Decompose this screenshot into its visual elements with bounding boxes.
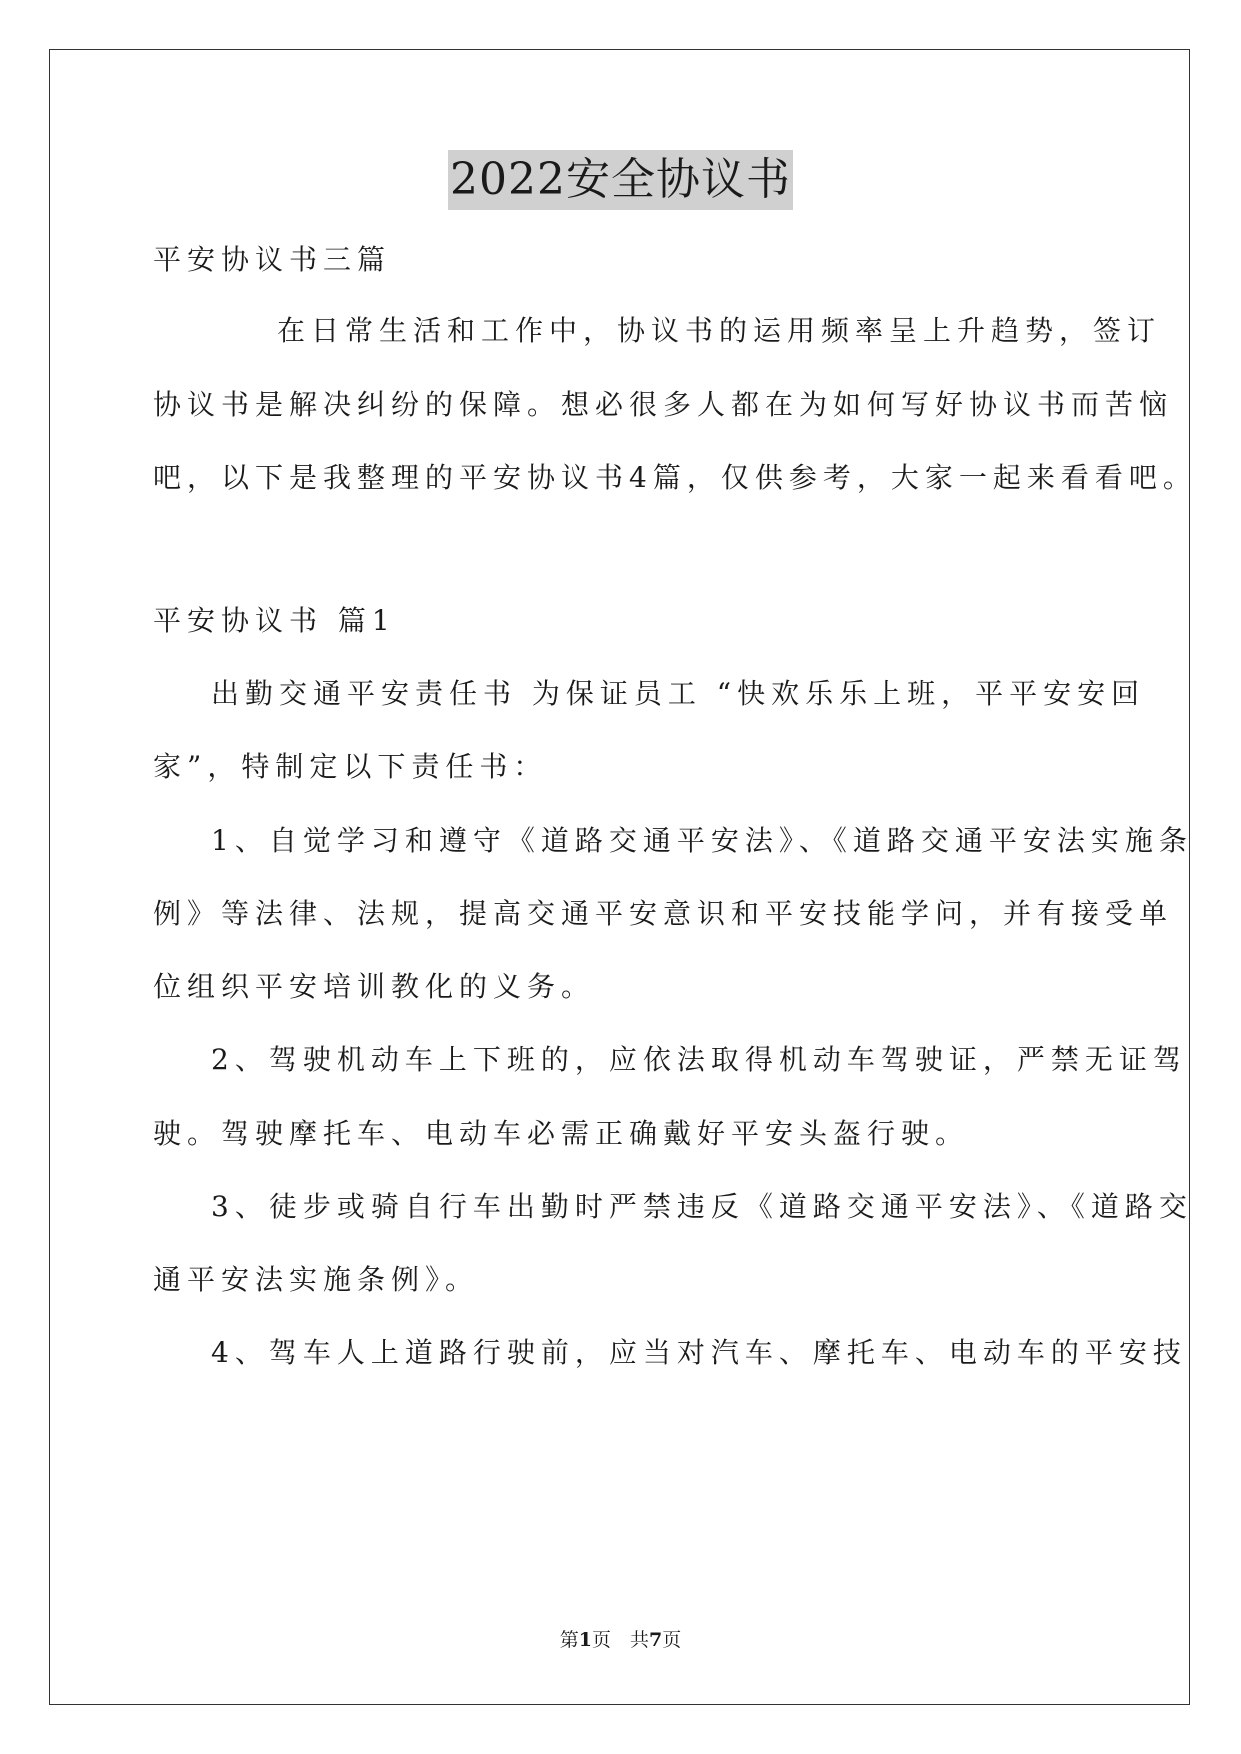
list-item-line: 驶。驾驶摩托车、电动车必需正确戴好平安头盔行驶。	[153, 1117, 970, 1150]
list-item-line: 通平安法实施条例》。	[153, 1263, 480, 1296]
list-item-line: 2、驾驶机动车上下班的，应依法取得机动车驾驶证，严禁无证驾	[177, 1043, 1187, 1076]
paragraph-line: 在日常生活和工作中，协议书的运用频率呈上升趋势，签订	[209, 314, 1162, 347]
list-item-line: 1、自觉学习和遵守《道路交通平安法》、《道路交通平安法实施条	[177, 824, 1193, 857]
paragraph-line: 家”，特制定以下责任书：	[153, 750, 548, 783]
list-item-line: 4、驾车人上道路行驶前，应当对汽车、摩托车、电动车的平安技	[177, 1336, 1187, 1369]
page-footer	[0, 1628, 1241, 1652]
list-item-line: 位组织平安培训教化的义务。	[153, 970, 596, 1003]
footer-prefix: 第	[559, 1629, 579, 1651]
paragraph-line: 出勤交通平安责任书 为保证员工 “快欢乐乐上班，平平安安回	[177, 677, 1146, 710]
section-heading: 平安协议书 篇1	[153, 604, 396, 637]
list-item-line: 例》等法律、法规，提高交通平安意识和平安技能学问，并有接受单	[153, 897, 1174, 930]
footer-mid: 页 共	[591, 1629, 649, 1651]
paragraph-line: 吧，以下是我整理的平安协议书4篇，仅供参考，大家一起来看看吧。	[153, 461, 1197, 494]
page-border	[49, 49, 1190, 1705]
title-container	[0, 150, 1241, 210]
section-heading: 平安协议书三篇	[153, 243, 392, 276]
document-title: 2022安全协议书	[448, 150, 793, 210]
paragraph-line: 协议书是解决纠纷的保障。想必很多人都在为如何写好协议书而苦恼	[153, 388, 1174, 421]
total-page-count: 7	[649, 1629, 663, 1651]
list-item-line: 3、徒步或骑自行车出勤时严禁违反《道路交通平安法》、《道路交	[177, 1190, 1193, 1223]
footer-suffix: 页	[662, 1629, 682, 1651]
current-page-number: 1	[578, 1629, 592, 1651]
